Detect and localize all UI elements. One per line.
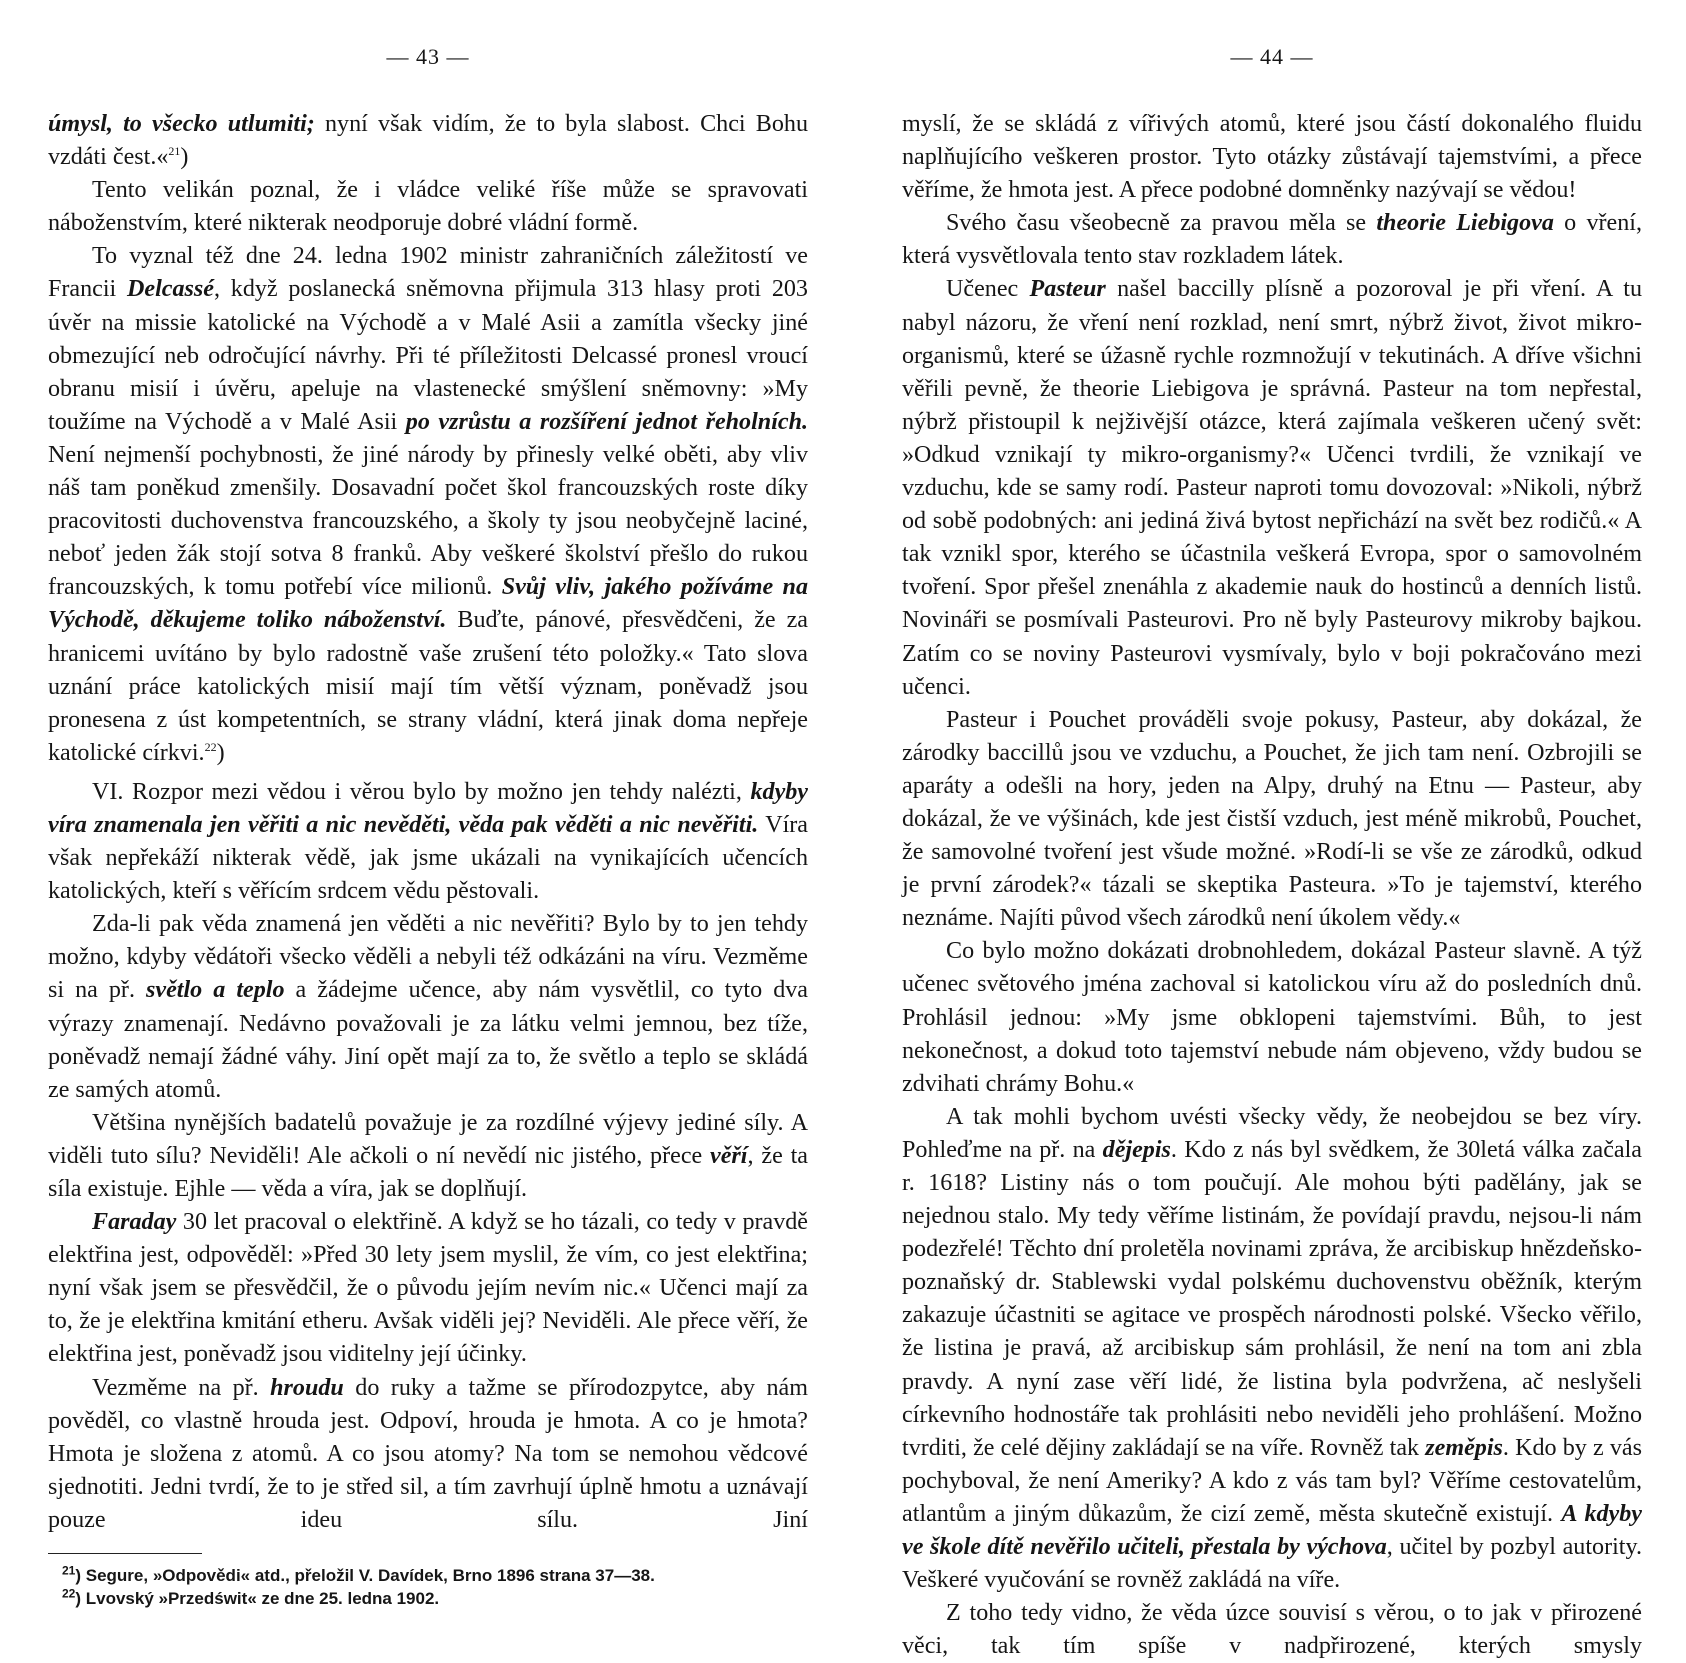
emphasized-text: věří [710,1142,748,1169]
paragraph [48,174,808,240]
page-number: — 44 — [1230,44,1314,69]
footnotes [48,1564,808,1610]
paragraph [902,273,1642,703]
text-run: Tento velikán poznal, že i vládce veliké říše může se spravovati náboženstvím, které nikterak neodporuje dobré vládní formě. [48,177,808,237]
footnote-text: ) Lvovský »Przedświt« ze dne 25. ledna 1902. [75,1589,440,1609]
text-run: A tak mohli bychom uvésti všecky vědy, že neobejdou se bez víry. Pohleďme na př. na [902,1103,1642,1163]
footnote [48,1587,808,1610]
emphasized-text: Faraday [92,1209,177,1236]
paragraph [48,240,808,770]
text-run: , když poslanecká sněmovna přijmula 313 hlasy proti 203 úvěr na missie katolické na Východě a v Malé Asii a zamítla všecky jiné obmezující neb odročující návrhy. Při té příležitosti Delcassé pronesl vroucí obranu misií i úvěru, apeluje na vlastenecké smýšlení sněmovny: »My toužíme na Východě a v Malé Asii [48,276,808,435]
paragraph [902,704,1642,936]
paragraph [902,1101,1642,1597]
text-run: Z toho tedy vidno, že věda úzce souvisí s věrou, o to jak v přirozené věci, tak tím spíše v nadpřirozené, kterých smysly [902,1600,1642,1660]
text-run: Zda-li pak věda znamená jen věděti a nic nevěřiti? Bylo by to jen tehdy možno, kdyby vědátoři všecko věděli a nebyli též odkázáni na víru. Vezměme si na př. [48,911,808,1004]
emphasized-text: hroudu [270,1374,344,1401]
text-run: Pasteur i Pouchet prováděli svoje pokusy, Pasteur, aby dokázal, že zárodky baccillů jsou ve vzduchu, a Pouchet, že jich tam není. Ozbrojili se aparáty a odešli na hory, jeden na Alpy, druhý na Etnu — Pasteur, aby dokázal, že ve výšinách, kde jest čistší vzduch, jest méně mikrobů, Pouchet, že samovolné tvoření jest všude možné. »Rodí-li se vše ze zárodků, odkud je první zárodek?« tázali se skeptika Pasteura. »To je tajemství, kterého neznáme. Najíti původ všech zárodků není úkolem vědy.« [902,706,1642,932]
text-run: do ruky a tažme se přírodozpytce, aby nám pověděl, co vlastně hrouda jest. Odpoví, hrouda je hmota. A co je hmota? Hmota je složena z atomů. A co jsou atomy? Na tom se nemohou vědcové sjednotiti. Jedni tvrdí, že to je střed sil, a tím zavrhují úplně hmotu a uznávají pouze ideu sílu. Jiní [48,1374,808,1533]
paragraph [902,207,1642,273]
text-run: Většina nynějších badatelů považuje je za rozdílné výjevy jediné síly. A viděli tuto sílu? Neviděli! Ale ačkoli o ní nevědí nic jistého, přece [48,1109,808,1169]
emphasized-text: Svůj vliv, jakého požíváme na Východě, děkujeme toliko náboženství. [48,574,808,634]
emphasized-text: Delcassé [127,276,214,303]
left-page-body [48,108,808,1537]
emphasized-text: zeměpis [1425,1434,1503,1461]
text-run: To vyznal též dne 24. ledna 1902 ministr zahraničních záležitostí ve Francii [48,243,808,303]
text-run: , učitel by pozbyl autority. Veškeré vyučování se rovněž zakládá na víře. [902,1534,1643,1594]
paragraph [902,935,1642,1100]
text-run: a žádejme učence, aby nám vysvětlil, co tyto dva výrazy znamenají. Nedávno považovali je za látku velmi jemnou, bez tíže, poněvadž nemají žádné váhy. Jiní opět mají za to, že světlo a teplo se skládá ze samých atomů. [48,977,808,1103]
paragraph [48,1206,808,1371]
text-run: myslí, že se skládá z vířivých atomů, které jsou částí dokonalého fluidu naplňujícího veškeren prostor. Tyto otázky zůstávají tajemstvími, a přece věříme, že hmota jest. A přece podobné domněnky nazývají se vědou! [902,111,1642,204]
text-run: Víra však nepřekáží nikterak vědě, jak jsme ukázali na vynikajících učencích katolických, kteří s věřícím srdcem vědu pěstovali. [48,811,809,905]
text-run: , že ta síla existuje. Ejhle — věda a víra, jak se doplňují. [48,1142,808,1202]
emphasized-text: kdyby víra znamenala jen věřiti a nic nevěděti, věda pak věděti a nic nevěřiti. [48,778,808,838]
right-page-body [902,108,1642,1663]
paragraph [48,776,808,908]
emphasized-text: úmysl, to všecko utlumiti; [48,111,315,137]
text-run: 30 let pracoval o elektřině. A když se ho tázali, co tedy v pravdě elektřina jest, odpověděl: »Před 30 lety jsem myslil, že vím, co jest elektřina; nyní však jsem se přesvědčil, že o původu jejím nevím nic.« Učenci mají za to, že je elektřina kmitání etheru. Avšak viděli jej? Neviděli. Ale přece věří, že elektřina jest, poněvadž jsou viditelny její účinky. [48,1209,808,1368]
footnote-text: ) Segure, »Odpovědi« atd., přeložil V. Davídek, Brno 1896 strana 37—38. [75,1566,655,1586]
emphasized-text: theorie Liebigova [1376,210,1554,237]
page-number: — 43 — [386,44,470,69]
text-run: našel baccilly plísně a pozoroval je při vření. A tu nabyl názoru, že vření není rozklad, není smrt, nýbrž život, život mikro-organismů, které se úžasně rychle rozmnožují v tekutinách. A dříve všichni věřili pevně, že theorie Liebigova je správná. Pasteur na tom nepřestal, nýbrž přistoupil k nejživější otázce, která zajímala veškeren učený svět: »Odkud vznikají ty mikro-organismy?« Učenci tvrdili, že vznikají ve vzduchu, kde se samy rodí. Pasteur naproti tomu dovozoval: »Nikoli, nýbrž od sobě podobných: ani jediná živá bytost nepřichází na svět bez rodičů.« A tak vznikl spor, kterého se účastnila veškerá Evropa, spor o samovolném tvoření. Spor přešel znenáhla z akademie nauk do hostinců a denních listů. Novináři se posmívali Pasteurovi. Pro ně byly Pasteurovy mikroby bajkou. Zatím co se noviny Pasteurovi vysmívaly, bylo v boji pokračováno mezi učenci. [902,276,1643,700]
right-page [902,0,1643,1660]
paragraph [902,108,1642,207]
text-run: Vezměme na př. [92,1374,271,1401]
footnote-number: 22 [62,1586,76,1601]
text-run: . Kdo by z vás pochyboval, že není Ameriky? A kdo z vás tam byl? Věříme cestovatelům, atlantům a jiným důkazům, že cizí země, města skutečně existují. [902,1434,1643,1527]
text-run: Učenec [946,276,1030,303]
paragraph [48,1372,808,1537]
emphasized-text: světlo a teplo [146,977,285,1004]
text-run: ) [180,144,189,171]
text-run: VI. Rozpor mezi vědou i věrou bylo by možno jen tehdy nalézti, [92,778,751,805]
footnote-reference: 22 [204,739,217,754]
paragraph [48,908,808,1107]
paragraph [48,108,808,174]
text-run: . Kdo z nás byl svědkem, že 30letá válka začala r. 1618? Listiny nás o tom poučují. Ale mohou býti padělány, jak se nejednou stalo. My tedy věříme listinám, že povídají pravdu, nejsou-li nám podezřelé! Těchto dní proletěla novinami zpráva, že arcibiskup hnězdeňsko-poznaňský dr. Stablewski vydal polskému duchovenstvu oběžník, kterým zakazuje účastniti se agitace ve prospěch národnosti polské. Všecko věřilo, že listina je pravá, až arcibiskup sám prohlásil, že není na tom ani zbla pravdy. A nyní zase věří lidé, že listina byla podvržena, ač neslyšeli církevního hodnostáře tak prohlásiti nebo neviděli jeho prohlášení. Možno tvrditi, že celé dějiny zakládají se na víře. Rovněž tak [902,1136,1643,1461]
text-run: o vření, která vysvětlovala tento stav rozkladem látek. [902,210,1642,270]
text-run: ) [216,739,225,766]
emphasized-text: A kdyby ve škole dítě nevěřilo učiteli, přestala by výchova [902,1500,1642,1561]
text-run: nyní však vidím, že to byla slabost. Chci Bohu vzdáti čest.« [48,111,808,171]
footnote-number: 21 [62,1563,76,1578]
emphasized-text: dějepis [1102,1136,1171,1163]
emphasized-text: po vzrůstu a rozšíření jednot řeholních. [405,408,809,435]
paragraph [902,1597,1642,1663]
footnote [48,1564,808,1587]
emphasized-text: Pasteur [1029,276,1106,303]
footnote-reference: 21 [168,144,181,159]
text-run: Co bylo možno dokázati drobnohledem, dokázal Pasteur slavně. A týž učenec světového jména zachoval si katolickou víru až do posledních dnů. Prohlásil jednou: »My jsme obklopeni tajemstvími. Bůh, to jest nekonečnost, a dokud toto tajemství nebude nám objeveno, vždy budou se zdvihati chrámy Bohu.« [902,938,1642,1097]
text-run: Není nejmenší pochybnosti, že jiné národy by přinesly velké oběti, aby vliv náš tam poněkud zmenšily. Dosavadní počet škol francouzských roste díky pracovitosti duchovenstva francouzského, a školy ty jsou neobyčejně laciné, neboť jeden žák stojí sotva 8 franků. Aby veškeré školství přešlo do rukou francouzských, k tomu potřebí více milionů. [48,441,808,601]
text-run: Buďte, pánové, přesvědčeni, že za hranicemi uvítáno by bylo radostně vaše zrušení této položky.« Tato slova uznání práce katolických misií mají tím větší význam, poněvadž jsou pronesena z úst kompetentních, se strany vládní, která jinak doma nepřeje katolické církvi. [48,607,808,766]
text-run: Svého času všeobecně za pravou měla se [946,210,1377,237]
left-page [48,0,809,1609]
footnote-divider [48,1553,202,1554]
paragraph [48,1107,808,1206]
